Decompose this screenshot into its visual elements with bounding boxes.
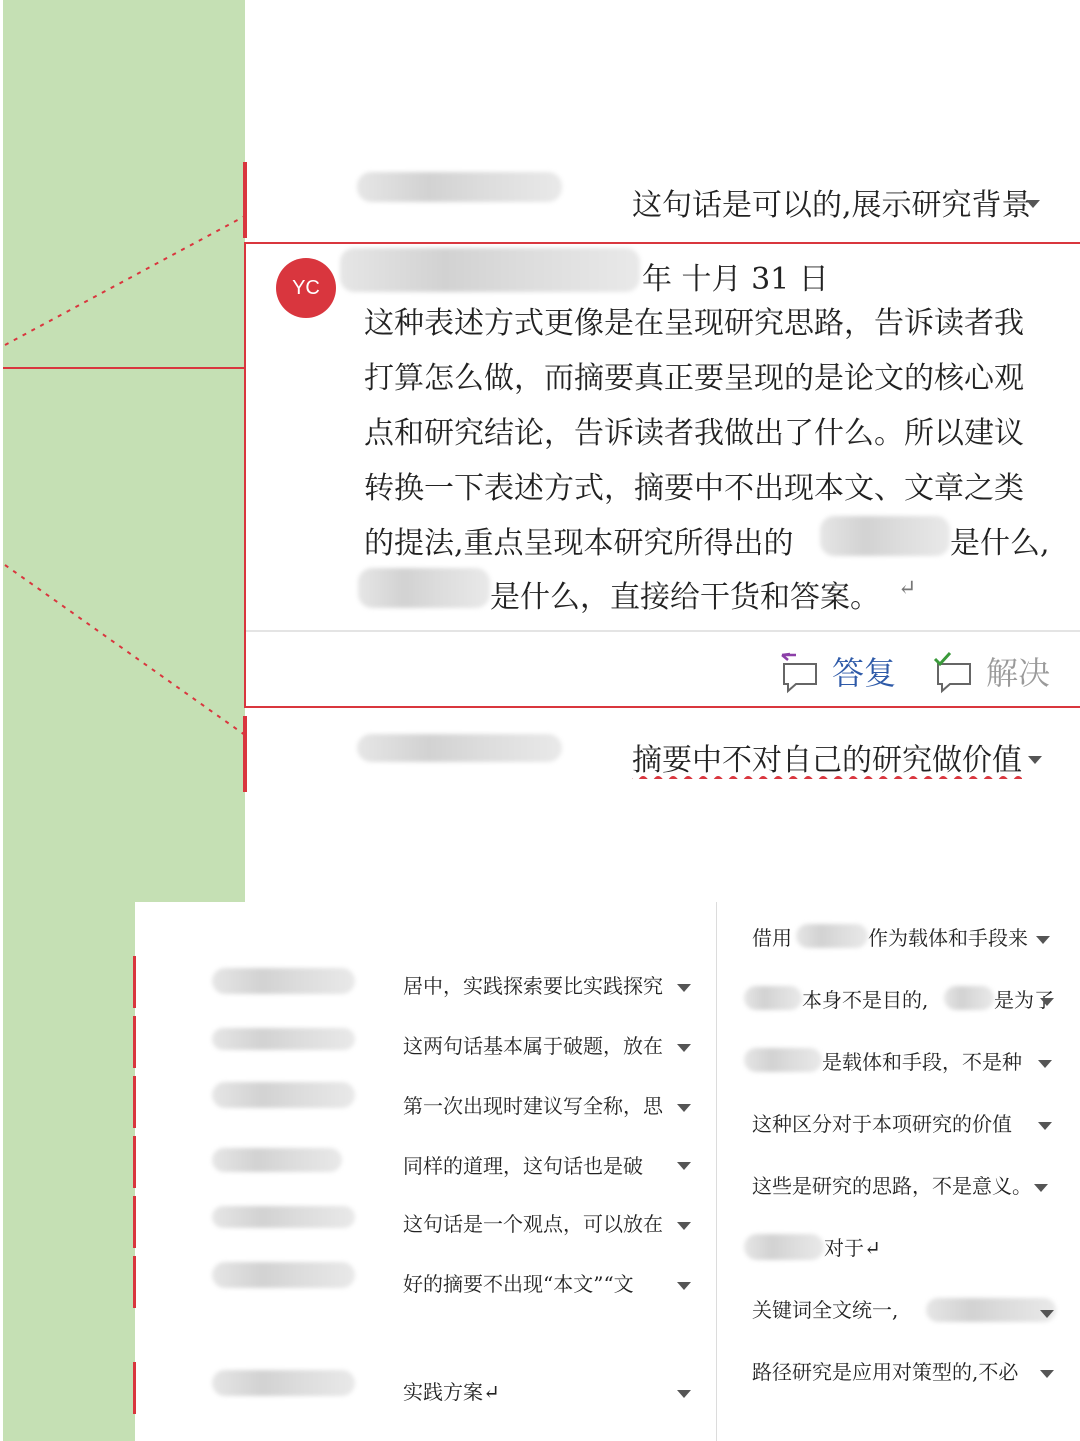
expand-arrow-icon[interactable]	[1040, 998, 1054, 1006]
resolve-label: 解决	[986, 654, 1051, 692]
comment-balloon-preview[interactable]: 第一次出现时建议写全称，思	[403, 1094, 663, 1118]
comment-marker	[133, 1362, 136, 1414]
comment-balloon-preview[interactable]: 关键词全文统一,	[752, 1298, 899, 1322]
comment-balloon-preview[interactable]: 是载体和手段，不是种	[822, 1050, 1022, 1074]
expand-arrow-icon[interactable]	[1038, 1060, 1052, 1068]
expand-arrow-icon[interactable]	[1036, 936, 1050, 944]
expand-arrow-icon[interactable]	[1040, 1310, 1054, 1318]
comment-balloon-preview[interactable]: 对于↵	[824, 1236, 881, 1260]
comment-marker	[133, 1136, 136, 1188]
expand-arrow-icon[interactable]	[677, 984, 691, 992]
comment-balloon-preview-tail: 作为载体和手段来	[868, 926, 1028, 950]
redacted-phrase	[358, 568, 490, 608]
comment-balloon-preview[interactable]: 路径研究是应用对策型的,不必	[752, 1360, 1019, 1384]
expand-arrow-icon[interactable]	[677, 1222, 691, 1230]
comment-marker	[243, 162, 247, 238]
expand-arrow-icon[interactable]	[1028, 756, 1042, 764]
comment-balloon-preview[interactable]: 本身不是目的,	[802, 988, 929, 1012]
comment-balloon-preview[interactable]: 这两句话基本属于破题，放在	[403, 1034, 663, 1058]
comment-date: 年 十月 31 日	[642, 262, 829, 297]
redacted-phrase	[744, 986, 802, 1010]
document-margin-bottom	[3, 902, 135, 1441]
expand-arrow-icon[interactable]	[677, 1390, 691, 1398]
expand-arrow-icon[interactable]	[1040, 1370, 1054, 1378]
expand-arrow-icon[interactable]	[677, 1282, 691, 1290]
comment-line-6: 是什么，直接给干货和答案。	[490, 580, 880, 615]
redacted-author	[212, 968, 355, 994]
comment-balloon-preview[interactable]: 同样的道理，这句话也是破	[403, 1154, 643, 1178]
expand-arrow-icon[interactable]	[677, 1104, 691, 1112]
comment-marker	[243, 716, 247, 792]
redacted-author	[212, 1082, 355, 1108]
redacted-author	[357, 172, 562, 202]
comment-balloon-preview-tail: 是为了	[994, 988, 1054, 1012]
redacted-phrase	[944, 986, 994, 1010]
comment-marker	[133, 1016, 136, 1068]
comment-line-5-tail: 是什么,	[950, 526, 1050, 561]
redacted-author	[212, 1262, 355, 1288]
comment-balloon-preview[interactable]: 借用	[752, 926, 792, 950]
comment-marker	[133, 956, 136, 1008]
reply-icon	[778, 650, 822, 694]
redacted-author	[212, 1370, 355, 1396]
comment-balloon-preview[interactable]: 这句话是一个观点，可以放在	[403, 1212, 663, 1236]
comment-line-3: 点和研究结论，告诉读者我做出了什么。所以建议	[364, 416, 1024, 451]
redacted-name	[340, 248, 640, 292]
comment-balloon-preview[interactable]: 实践方案↵	[403, 1380, 500, 1404]
redacted-phrase	[820, 516, 950, 556]
comment-marker	[133, 1196, 136, 1248]
redacted-author	[357, 734, 562, 762]
comment-balloon-preview[interactable]: 居中，实践探索要比实践探究	[403, 974, 663, 998]
paragraph-mark: ↵	[898, 576, 917, 601]
redacted-phrase	[744, 1048, 822, 1072]
redacted-author	[212, 1028, 355, 1050]
comment-divider	[246, 630, 1080, 632]
redacted-phrase	[926, 1298, 1056, 1322]
expand-arrow-icon[interactable]	[1038, 1122, 1052, 1130]
comment-balloon-preview[interactable]: 这句话是可以的,展示研究背景	[632, 188, 1032, 223]
comment-balloon-preview[interactable]: 这些是研究的思路，不是意义。	[752, 1174, 1032, 1198]
comment-balloon-preview[interactable]: 这种区分对于本项研究的价值	[752, 1112, 1012, 1136]
comment-pane-divider	[716, 902, 717, 1441]
comment-line-4: 转换一下表述方式，摘要中不出现本文、文章之类	[364, 471, 1024, 506]
comment-marker	[133, 1256, 136, 1308]
reply-button[interactable]	[778, 648, 898, 692]
expand-arrow-icon[interactable]	[1026, 200, 1040, 208]
redacted-author	[212, 1148, 342, 1172]
redacted-phrase	[744, 1234, 824, 1260]
redacted-phrase	[796, 924, 868, 948]
resolve-button[interactable]	[932, 648, 1052, 692]
reply-label: 答复	[832, 654, 897, 692]
comment-marker	[133, 1076, 136, 1128]
comment-balloon-preview[interactable]: 摘要中不对自己的研究做价值	[632, 743, 1022, 778]
comment-balloon-preview[interactable]: 好的摘要不出现“本文”“文	[403, 1272, 634, 1296]
avatar: YC	[276, 258, 336, 318]
expand-arrow-icon[interactable]	[677, 1044, 691, 1052]
expand-arrow-icon[interactable]	[1034, 1184, 1048, 1192]
comment-line-1: 这种表述方式更像是在呈现研究思路，告诉读者我	[364, 306, 1024, 341]
resolve-check-icon	[932, 650, 976, 694]
redacted-author	[212, 1206, 355, 1228]
comment-line-5: 的提法,重点呈现本研究所得出的	[364, 526, 794, 561]
expand-arrow-icon[interactable]	[677, 1162, 691, 1170]
comment-line-2: 打算怎么做，而摘要真正要呈现的是论文的核心观	[364, 361, 1024, 396]
